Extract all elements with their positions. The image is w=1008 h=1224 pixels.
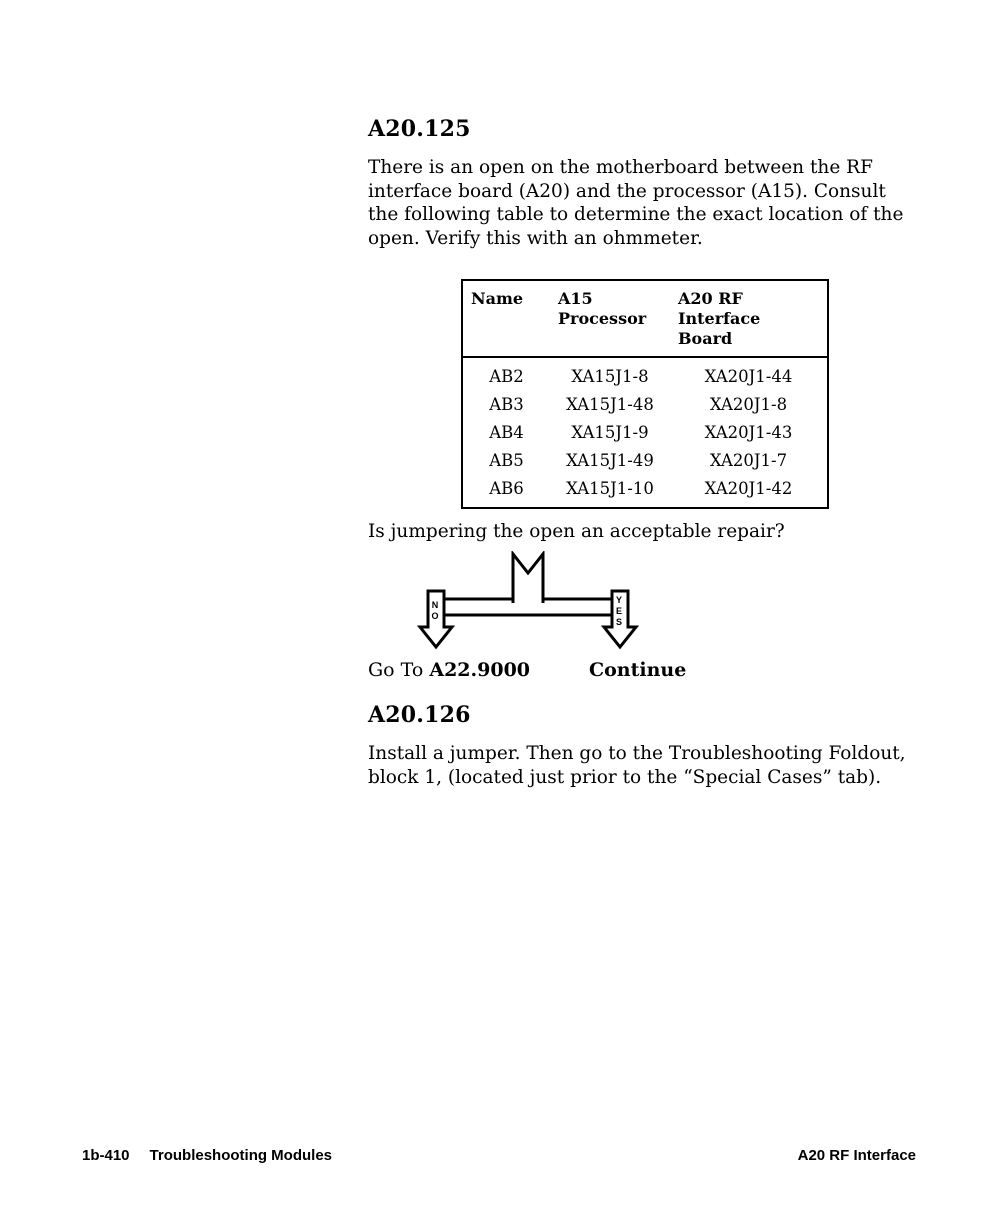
table-row [462, 447, 828, 475]
header-line: Interface Board [678, 309, 761, 348]
cell-a15: XA15J1-9 [571, 423, 649, 442]
header-line: A15 [558, 289, 593, 308]
cell-a15: XA15J1-48 [566, 395, 654, 414]
cell-a15: XA15J1-49 [566, 451, 654, 470]
question-text: Is jumpering the open an acceptable repair? [368, 521, 785, 542]
pinout-table-container [461, 279, 829, 509]
cell-a20: XA20J1-43 [704, 423, 793, 442]
cell-a15: XA15J1-10 [566, 479, 654, 498]
footer-left [82, 1147, 332, 1164]
section-heading-a20-125: A20.125 [368, 116, 471, 142]
header-cell-a20-rf-interface [670, 280, 828, 357]
table-row [462, 391, 828, 419]
no-arrow-label: NO [430, 600, 440, 622]
yes-arrow-label: YES [614, 595, 624, 628]
cell-a20: XA20J1-44 [704, 367, 793, 386]
header-line: A20 RF [678, 289, 743, 308]
cell-a20: XA20J1-42 [704, 479, 793, 498]
header-cell-name [462, 280, 550, 357]
table-header-row [462, 280, 828, 357]
section-heading-a20-126: A20.126 [368, 702, 471, 728]
header-line: Name [471, 289, 524, 308]
cell-a15: XA15J1-8 [571, 367, 649, 386]
section-body-a20-126: Install a jumper. Then go to the Troubleshooting Foldout, block 1, (located just prior to the “Special Cases” tab). [368, 743, 906, 788]
cell-name: AB6 [489, 479, 524, 498]
pinout-table [461, 279, 829, 509]
cell-name: AB3 [489, 395, 524, 414]
table-row [462, 357, 828, 391]
go-to-target: A22.9000 [429, 659, 531, 681]
header-cell-a15-processor [550, 280, 670, 357]
header-line: Processor [558, 309, 647, 328]
table-row [462, 419, 828, 447]
no-branch-result [368, 659, 530, 681]
branch-ribbon [513, 554, 543, 603]
cell-a20: XA20J1-7 [709, 451, 788, 470]
cell-name: AB4 [489, 423, 524, 442]
section-body-a20-125: There is an open on the motherboard between the RF interface board (A20) and the processor (A15). Consult the following table to determine the exact location of the open. Verify this with an ohmmeter. [368, 157, 904, 249]
footer-right-title: A20 RF Interface [797, 1147, 916, 1164]
footer-page-number: 1b-410 [82, 1147, 130, 1164]
yes-branch-result: Continue [589, 659, 687, 681]
cell-name: AB2 [489, 367, 524, 386]
go-to-prefix: Go To [368, 659, 430, 681]
cell-name: AB5 [489, 451, 524, 470]
cell-a20: XA20J1-8 [709, 395, 788, 414]
table-row [462, 475, 828, 509]
footer-section-title: Troubleshooting Modules [149, 1147, 333, 1164]
